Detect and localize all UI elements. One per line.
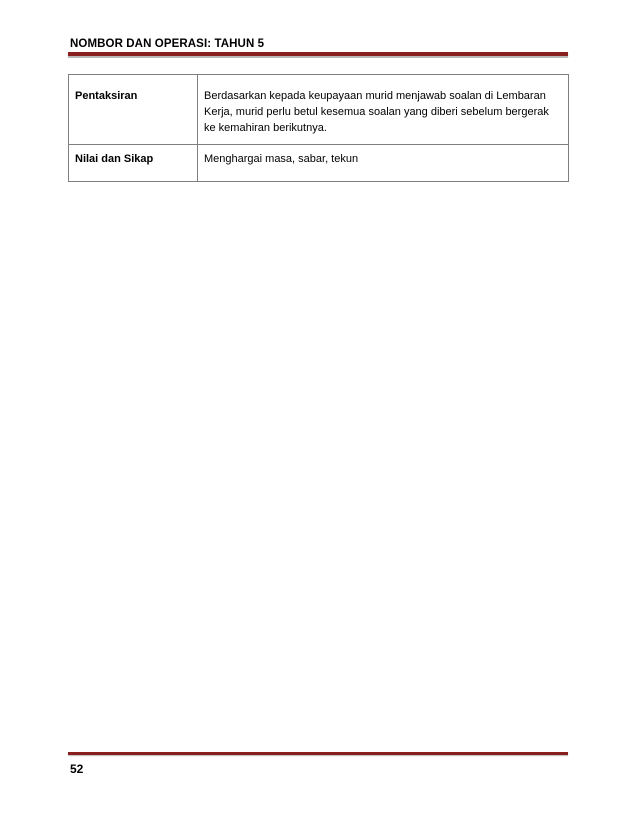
page-number: 52 xyxy=(70,762,84,776)
table-row-nilai-dan-sikap xyxy=(69,145,569,182)
table-label-cell xyxy=(69,75,198,145)
row-label: Pentaksiran xyxy=(75,90,138,102)
info-table xyxy=(68,74,569,182)
row-label: Nilai dan Sikap xyxy=(75,153,154,165)
header-rule-shadow xyxy=(68,56,568,58)
page-header-title: NOMBOR DAN OPERASI: TAHUN 5 xyxy=(70,38,265,50)
table-value-cell xyxy=(198,75,569,145)
row-value: Berdasarkan kepada keupayaan murid menjawab soalan di Lembaran Kerja, murid perlu betul kesemua soalan yang diberi sebelum bergerak ke kemahiran berikutnya. xyxy=(204,90,549,134)
row-value: Menghargai masa, sabar, tekun xyxy=(204,153,359,165)
table-label-cell xyxy=(69,145,198,182)
table-row-pentaksiran xyxy=(69,75,569,145)
footer-rule xyxy=(68,752,568,755)
table-value-cell xyxy=(198,145,569,182)
